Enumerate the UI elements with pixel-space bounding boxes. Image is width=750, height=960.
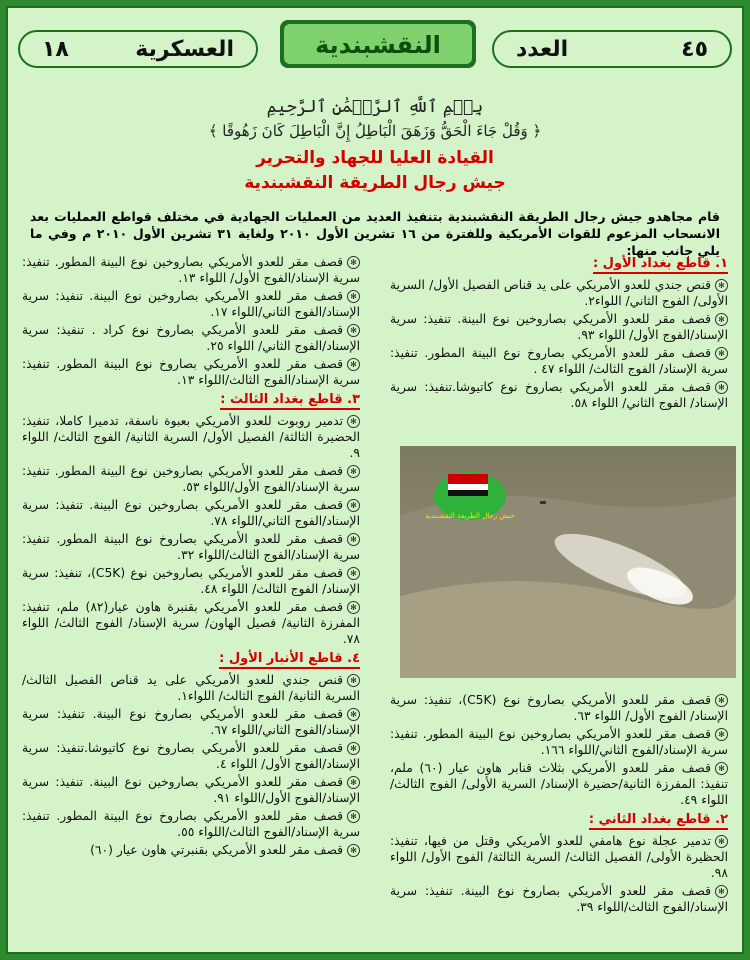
list-item: ✻قصف مقر للعدو الأمريكي بصاروخين نوع البينة المطور. تنفيذ: سرية الإسناد/الفوج الأول/ اللواء ١٣. <box>22 255 360 285</box>
list-item: ✻تدمير عجلة نوع هامفي للعدو الأمريكي وقتل من فيها، تنفيذ: الحظيرة الأولى/ الفصيل الثالث/ السرية الثالثة/ الفوج الأول/ اللواء ٩٨. <box>390 834 728 880</box>
category-pill <box>18 30 258 68</box>
list-item: ✻قصف مقر للعدو الأمريكي بصاروخ نوع كراد . تنفيذ: سرية الإسناد/الفوج الثاني/ اللواء ٢٥. <box>22 323 360 353</box>
bullet-icon: ✻ <box>347 567 360 580</box>
page-number: ١٨ <box>42 36 69 62</box>
bullet-icon: ✻ <box>715 694 728 707</box>
list-item: ✻قصف مقر للعدو الأمريكي بصاروخ نوع البينة. تنفيذ: سرية الإسناد/الفوج الثالث/اللواء ٣٩. <box>390 884 728 914</box>
newsletter-logo <box>278 18 478 70</box>
list-item: ✻قصف مقر للعدو الأمريكي بصاروخين نوع (C5K)، تنفيذ: سرية الإسناد/ الفوج الثالث/ اللواء ٤٨. <box>22 566 360 596</box>
bullet-icon: ✻ <box>715 279 728 292</box>
list-item: ✻قصف مقر للعدو الأمريكي بصاروخين نوع البينة. تنفيذ: سرية الإسناد/الفوج الأول/ اللواء ٩٣. <box>390 312 728 342</box>
header <box>8 8 742 74</box>
right-column <box>390 254 728 413</box>
quran-verse: ﴿ وَقُلْ جَاءَ الْحَقُّ وَزَهَقَ الْبَاطِلُ إِنَّ الْبَاطِلَ كَانَ زَهُوقًا ﴾ <box>208 122 542 140</box>
list-item: ✻قصف مقر للعدو الأمريكي بصاروخين نوع البينة المطور. تنفيذ: سرية الإسناد/الفوج الثاني/اللواء ١٦٦. <box>390 727 728 757</box>
bullet-icon: ✻ <box>347 465 360 478</box>
bullet-icon: ✻ <box>347 324 360 337</box>
bullet-icon: ✻ <box>347 742 360 755</box>
issue-pill <box>492 30 732 68</box>
list-item: ✻قنص جندي للعدو الأمريكي على يد قناص الفصيل الأول/ السرية الأولى/ الفوج الثاني/ اللواء٢. <box>390 278 728 308</box>
logo-text: النقشبندية <box>315 31 441 59</box>
category-label: العسكرية <box>135 36 234 62</box>
bullet-icon: ✻ <box>715 728 728 741</box>
bullet-icon: ✻ <box>715 381 728 394</box>
lower-right-column <box>390 692 728 917</box>
section-title: ٣. قاطع بغداد الثالث : <box>220 392 360 410</box>
issue-label: العدد <box>516 36 569 62</box>
list-item: ✻قصف مقر للعدو الأمريكي بقنبرتي هاون عيار (٦٠) <box>22 842 360 858</box>
list-item: ✻قصف مقر للعدو الأمريكي بصاروخ نوع كاتيوشا.تنفيذ: سرية الإسناد/ الفوج الثاني/ اللواء ٥٨. <box>390 380 728 410</box>
bullet-icon: ✻ <box>347 844 360 857</box>
bullet-icon: ✻ <box>347 358 360 371</box>
bullet-icon: ✻ <box>715 835 728 848</box>
intro-paragraph: قام مجاهدو جيش رجال الطريقة النقشبندية بتنفيذ العديد من العمليات الجهادية في مختلف قواطع العمليات بعد الانسحاب المزعوم للقوات الأمريكية وللفترة من ١٦ تشرين الأول ٢٠١٠ ولغاية ٣١ تشرين الأول ٢٠١٠ م وفي ما يلي جانب منها: <box>30 209 720 258</box>
bullet-icon: ✻ <box>347 290 360 303</box>
list-item: ✻قصف مقر للعدو الأمريكي بصاروخين نوع البينة. تنفيذ: سرية الإسناد/الفوج الثاني/اللواء ١٧. <box>22 289 360 319</box>
list-item: ✻قصف مقر للعدو الأمريكي بصاروخ نوع البينة المطور. تنفيذ: سرية الإسناد/ الفوج الثالث/ اللواء ٤٧ . <box>390 346 728 376</box>
list-item: ✻قصف مقر للعدو الأمريكي بصاروخ نوع كاتيوشا.تنفيذ: سرية الإسناد/الفوج الأول/ اللواء ٤. <box>22 741 360 771</box>
list-item: ✻قصف مقر للعدو الأمريكي بصاروخين نوع البينة المطور. تنفيذ: سرية الإسناد/الفوج الأول/اللواء ٥٣. <box>22 464 360 494</box>
list-item: ✻قصف مقر للعدو الأمريكي بصاروخ نوع البينة المطور. تنفيذ: سرية الإسناد/الفوج الثالث/اللواء ٥٥. <box>22 809 360 839</box>
bullet-icon: ✻ <box>347 256 360 269</box>
left-column <box>22 254 360 860</box>
list-item: ✻قصف مقر للعدو الأمريكي بصاروخ نوع البينة. تنفيذ: سرية الإسناد/الفوج الثاني/اللواء ٦٧. <box>22 707 360 737</box>
bullet-icon: ✻ <box>347 601 360 614</box>
issue-number: ٤٥ <box>681 36 708 62</box>
org-title: القيادة العليا للجهاد والتحرير <box>256 148 494 168</box>
section-title: ٤. قاطع الأنبار الأول : <box>219 651 360 669</box>
rocket-launch-photo <box>400 446 736 678</box>
list-item: ✻قصف مقر للعدو الأمريكي بصاروخين نوع البينة. تنفيذ: سرية الإسناد/الفوج الثاني/اللواء ٧٨. <box>22 498 360 528</box>
bullet-icon: ✻ <box>715 885 728 898</box>
bullet-icon: ✻ <box>347 499 360 512</box>
bullet-icon: ✻ <box>347 674 360 687</box>
basmala: بِسۡمِ ٱللَّهِ ٱلرَّحۡمَٰنِ ٱلرَّحِيمِ <box>266 97 484 117</box>
org-subtitle: جيش رجال الطريقة النقشبندية <box>244 173 506 193</box>
bullet-icon: ✻ <box>715 762 728 775</box>
bullet-icon: ✻ <box>347 415 360 428</box>
list-item: ✻قصف مقر للعدو الأمريكي بصاروخ نوع (C5K)، تنفيذ: سرية الإسناد/ الفوج الأول/ اللواء ٦٣. <box>390 693 728 723</box>
bullet-icon: ✻ <box>347 776 360 789</box>
section-title: ٢. قاطع بغداد الثاني : <box>589 812 728 830</box>
list-item: ✻قصف مقر للعدو الأمريكي بثلاث قنابر هاون عيار (٦٠) ملم، تنفيذ: المفرزة الثانية/حضيرة الإسناد/ السرية الأولى/ الفوج الثالث/ اللواء ٤٩. <box>390 761 728 807</box>
list-item: ✻قصف مقر للعدو الأمريكي بصاروخين نوع البينة. تنفيذ: سرية الإسناد/الفوج الأول/اللواء ٩١. <box>22 775 360 805</box>
section-title: ١. قاطع بغداد الأول : <box>593 256 728 274</box>
bullet-icon: ✻ <box>715 313 728 326</box>
bullet-icon: ✻ <box>347 708 360 721</box>
list-item: ✻تدمير روبوت للعدو الأمريكي بعبوة ناسفة، تدميرا كاملا، تنفيذ: الحضيرة الثالثة/ الفصيل الأول/ السرية الثانية/ الفوج الثالث/ اللواء ٩. <box>22 414 360 460</box>
bullet-icon: ✻ <box>347 533 360 546</box>
page <box>6 6 744 954</box>
svg-text:جيش رجال الطريقة النقشبندية: جيش رجال الطريقة النقشبندية <box>425 512 515 520</box>
list-item: ✻قصف مقر للعدو الأمريكي بصاروخ نوع البينة المطور. تنفيذ: سرية الإسناد/الفوج الثالث/اللواء ١٣. <box>22 357 360 387</box>
bullet-icon: ✻ <box>715 347 728 360</box>
list-item: ✻قنص جندي للعدو الأمريكي على يد قناص الفصيل الثالث/ السرية الثانية/ الفوج الثالث/ اللواء١. <box>22 673 360 703</box>
bullet-icon: ✻ <box>347 810 360 823</box>
list-item: ✻قصف مقر للعدو الأمريكي بصاروخ نوع البينة المطور. تنفيذ: سرية الإسناد/الفوج الثالث/اللواء ٣٢. <box>22 532 360 562</box>
list-item: ✻قصف مقر للعدو الأمريكي بقنبرة هاون عيار(٨٢) ملم، تنفيذ: المفرزة الثانية/ فصيل الهاون/ سرية الإسناد/ الفوج الثالث/ اللواء ٧٨. <box>22 600 360 646</box>
